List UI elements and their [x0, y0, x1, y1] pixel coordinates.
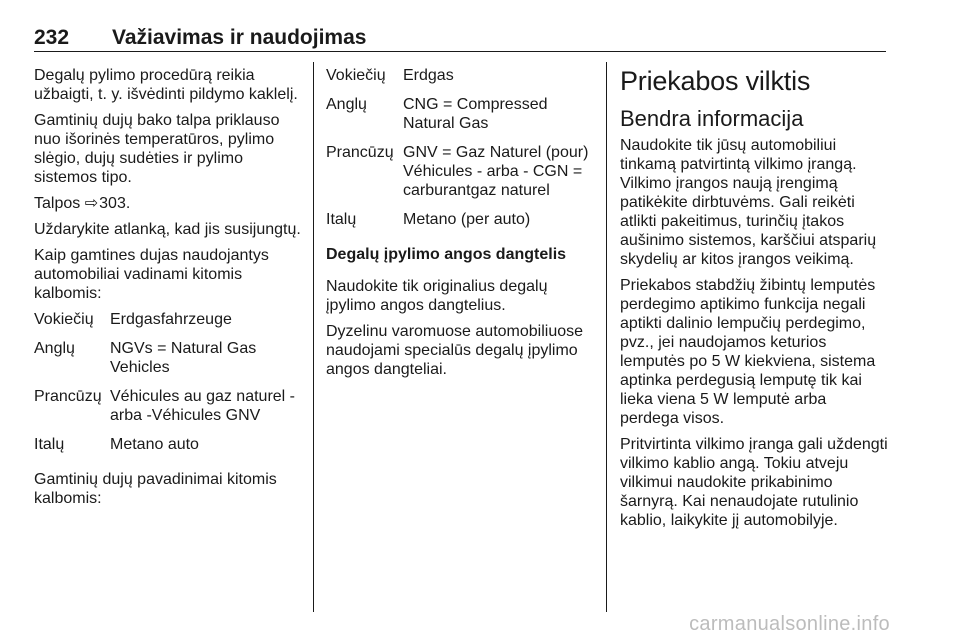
table-row — [326, 95, 592, 133]
paragraph: Naudokite tik jūsų automobiliui tinkamą patvirtintą vilkimo įrangą. Vilkimo įrangos naują įrengimą patikėkite dirbtuvėms. Gali reikėti atlikti pakeitimus, turinčių įtakos aušinimo sistemos, karščiui atsparių skydelių ar kitos įrangos veikimą. — [620, 137, 877, 268]
table-row — [34, 310, 302, 329]
term-cell: NGVs = Natural Gas Vehicles — [110, 340, 257, 376]
reference-text: Talpos — [34, 195, 81, 212]
term-cell: Metano auto — [110, 436, 199, 453]
vehicle-names-table — [34, 310, 302, 454]
paragraph: Gamtinių dujų bako talpa priklauso nuo išorinės temperatūros, pylimo slėgio, dujų sudėties ir pylimo sistemos tipo. — [34, 112, 280, 186]
page-header — [34, 26, 886, 52]
language-cell: Vokiečių — [34, 311, 94, 328]
term-cell: Véhicules au gaz naturel - arba -Véhicules GNV — [110, 388, 295, 424]
column-divider-2 — [606, 62, 607, 612]
watermark: carmanualsonline.info — [689, 613, 890, 635]
language-cell: Vokiečių — [326, 67, 386, 84]
paragraph: Pritvirtinta vilkimo įranga gali uždengti vilkimo kablio angą. Tokiu atveju vilkimui naudokite prikabinimo šarnyrą. Kai nenaudojate rutulinio kablio, laikykite jį automobilyje. — [620, 436, 888, 529]
paragraph: Degalų pylimo procedūrą reikia užbaigti, t. y. išvėdinti pildymo kaklelį. — [34, 67, 298, 103]
page-title: Važiavimas ir naudojimas — [112, 26, 367, 49]
language-cell: Anglų — [326, 96, 367, 113]
language-cell: Prancūzų — [34, 388, 102, 405]
arrow-right-icon: ⇨ — [84, 195, 99, 212]
term-cell: GNV = Gaz Naturel (pour) Véhicules - arba - CGN = carburantgaz naturel — [403, 144, 589, 199]
term-cell: Erdgasfahrzeuge — [110, 311, 232, 328]
language-cell: Prancūzų — [326, 144, 394, 161]
term-cell: Erdgas — [403, 67, 454, 84]
column-1 — [34, 66, 302, 515]
table-row — [34, 339, 302, 377]
gas-names-table — [326, 66, 592, 229]
table-row — [326, 66, 592, 85]
paragraph: Kaip gamtines dujas naudojantys automobiliai vadinami kitomis kalbomis: — [34, 247, 269, 302]
paragraph: Priekabos stabdžių žibintų lemputės perdegimo aptikimo funkcija negali aptikti dalinio lempučių perdegimo, pvz., jei naudojamos keturios lemputės po 5 W kiekviena, sistema aptinka perdegusią lemputę tik kai lieka viena 5 W lemputė arba perdega visos. — [620, 277, 876, 427]
page-number: 232 — [34, 26, 70, 49]
table-row — [326, 210, 592, 229]
cross-reference[interactable] — [34, 194, 302, 213]
column-2 — [326, 66, 592, 386]
language-cell: Italų — [34, 436, 65, 453]
chapter-heading-towing: Priekabos vilktis — [620, 66, 811, 96]
column-divider-1 — [313, 62, 314, 612]
table-row — [326, 143, 592, 200]
section-heading-fuel-cap: Degalų įpylimo angos dangtelis — [326, 246, 567, 263]
paragraph: Gamtinių dujų pavadinimai kitomis kalbomis: — [34, 471, 277, 507]
language-cell: Italų — [326, 211, 357, 228]
reference-page: 303. — [99, 195, 131, 212]
table-row — [34, 435, 302, 454]
header-rule — [34, 51, 886, 52]
paragraph: Naudokite tik originalius degalų įpylimo angos dangtelius. — [326, 278, 548, 314]
subheading-general-info: Bendra informacija — [620, 106, 804, 131]
term-cell: Metano (per auto) — [403, 211, 531, 228]
paragraph: Uždarykite atlanką, kad jis susijungtų. — [34, 221, 301, 238]
language-cell: Anglų — [34, 340, 75, 357]
column-3 — [620, 66, 888, 537]
paragraph: Dyzelinu varomuose automobiliuose naudojami specialūs degalų įpylimo angos dangteliai. — [326, 323, 584, 378]
table-row — [34, 387, 302, 425]
term-cell: CNG = Compressed Natural Gas — [403, 96, 548, 132]
